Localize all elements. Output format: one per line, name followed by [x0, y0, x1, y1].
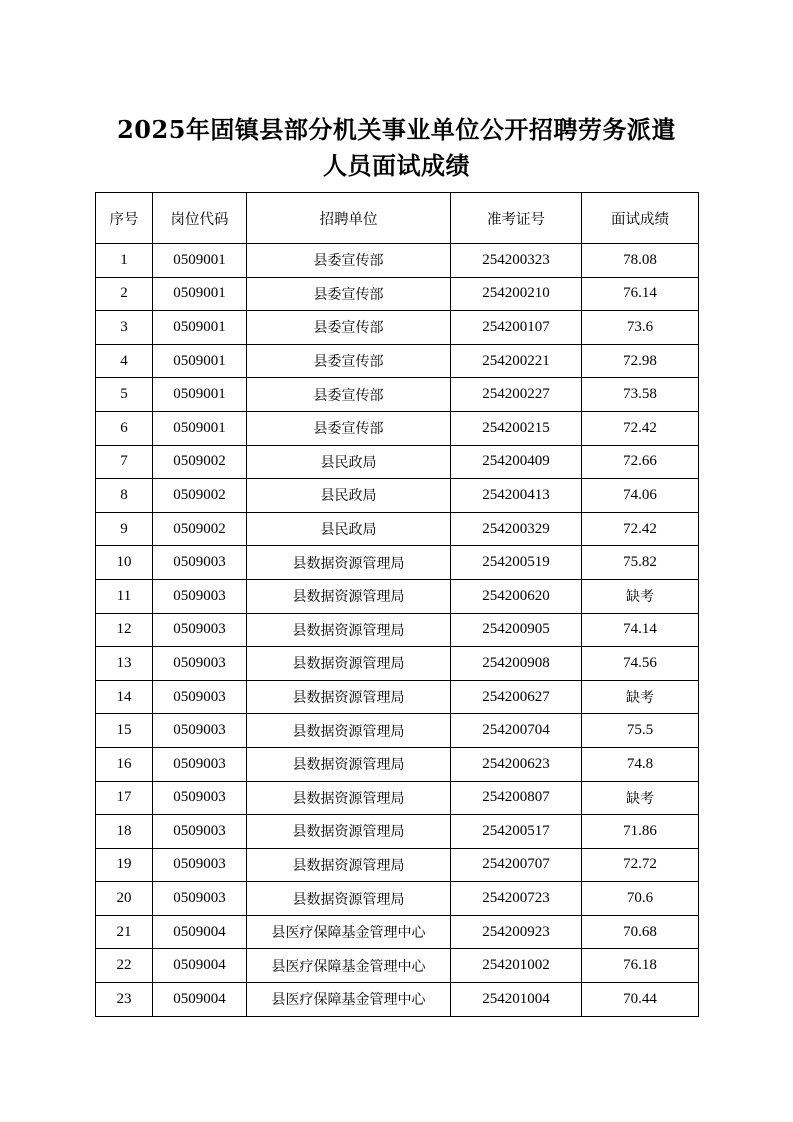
cell-interview-score: 72.72: [582, 848, 699, 882]
cell-admission-ticket: 254200620: [451, 579, 582, 613]
cell-recruiting-unit: 县民政局: [247, 479, 451, 513]
cell-admission-ticket: 254200807: [451, 781, 582, 815]
cell-recruiting-unit: 县数据资源管理局: [247, 546, 451, 580]
cell-serial-number: 6: [96, 411, 153, 445]
cell-admission-ticket: 254200923: [451, 915, 582, 949]
cell-position-code: 0509003: [153, 714, 247, 748]
cell-position-code: 0509003: [153, 815, 247, 849]
cell-position-code: 0509003: [153, 747, 247, 781]
cell-position-code: 0509002: [153, 445, 247, 479]
table-row: [96, 714, 699, 748]
cell-serial-number: 7: [96, 445, 153, 479]
cell-position-code: 0509001: [153, 277, 247, 311]
cell-serial-number: 9: [96, 512, 153, 546]
table-row: [96, 815, 699, 849]
cell-position-code: 0509004: [153, 949, 247, 983]
cell-recruiting-unit: 县民政局: [247, 512, 451, 546]
table-row: [96, 311, 699, 345]
table-row: [96, 915, 699, 949]
cell-admission-ticket: 254200221: [451, 344, 582, 378]
cell-position-code: 0509002: [153, 512, 247, 546]
table-row: [96, 680, 699, 714]
cell-recruiting-unit: 县委宣传部: [247, 277, 451, 311]
cell-serial-number: 11: [96, 579, 153, 613]
cell-position-code: 0509003: [153, 680, 247, 714]
cell-recruiting-unit: 县委宣传部: [247, 378, 451, 412]
cell-serial-number: 4: [96, 344, 153, 378]
document-title: [0, 112, 793, 184]
cell-interview-score: 75.5: [582, 714, 699, 748]
table-row: [96, 579, 699, 613]
table-row: [96, 983, 699, 1017]
cell-interview-score: 71.86: [582, 815, 699, 849]
cell-interview-score: 72.42: [582, 411, 699, 445]
table-row: [96, 781, 699, 815]
cell-admission-ticket: 254200707: [451, 848, 582, 882]
cell-interview-score: 74.06: [582, 479, 699, 513]
cell-interview-score: 72.98: [582, 344, 699, 378]
cell-interview-score: 74.56: [582, 647, 699, 681]
table-row: [96, 277, 699, 311]
cell-recruiting-unit: 县数据资源管理局: [247, 848, 451, 882]
cell-position-code: 0509003: [153, 848, 247, 882]
cell-recruiting-unit: 县委宣传部: [247, 244, 451, 278]
cell-serial-number: 20: [96, 882, 153, 916]
cell-serial-number: 10: [96, 546, 153, 580]
cell-interview-score: 76.18: [582, 949, 699, 983]
header-recruiting-unit: 招聘单位: [247, 193, 451, 244]
table-row: [96, 949, 699, 983]
table-row: [96, 479, 699, 513]
cell-recruiting-unit: 县数据资源管理局: [247, 579, 451, 613]
cell-interview-score: 78.08: [582, 244, 699, 278]
cell-serial-number: 2: [96, 277, 153, 311]
cell-serial-number: 8: [96, 479, 153, 513]
cell-admission-ticket: 254200227: [451, 378, 582, 412]
cell-serial-number: 15: [96, 714, 153, 748]
cell-recruiting-unit: 县委宣传部: [247, 411, 451, 445]
cell-recruiting-unit: 县医疗保障基金管理中心: [247, 949, 451, 983]
cell-serial-number: 5: [96, 378, 153, 412]
cell-admission-ticket: 254201004: [451, 983, 582, 1017]
cell-interview-score: 74.14: [582, 613, 699, 647]
cell-position-code: 0509004: [153, 983, 247, 1017]
cell-admission-ticket: 254200519: [451, 546, 582, 580]
cell-recruiting-unit: 县数据资源管理局: [247, 882, 451, 916]
cell-position-code: 0509003: [153, 882, 247, 916]
cell-interview-score: 缺考: [582, 781, 699, 815]
cell-interview-score: 70.44: [582, 983, 699, 1017]
cell-recruiting-unit: 县数据资源管理局: [247, 815, 451, 849]
table-row: [96, 411, 699, 445]
cell-position-code: 0509003: [153, 579, 247, 613]
cell-recruiting-unit: 县数据资源管理局: [247, 680, 451, 714]
cell-admission-ticket: 254200623: [451, 747, 582, 781]
cell-position-code: 0509001: [153, 378, 247, 412]
header-interview-score: 面试成绩: [582, 193, 699, 244]
cell-interview-score: 70.68: [582, 915, 699, 949]
title-line-1: 2025年固镇县部分机关事业单位公开招聘劳务派遣: [117, 115, 676, 144]
table-row: [96, 378, 699, 412]
cell-admission-ticket: 254200210: [451, 277, 582, 311]
cell-admission-ticket: 254200413: [451, 479, 582, 513]
interview-score-table: [95, 192, 699, 1017]
table-row: [96, 882, 699, 916]
cell-interview-score: 73.6: [582, 311, 699, 345]
cell-interview-score: 72.66: [582, 445, 699, 479]
cell-recruiting-unit: 县民政局: [247, 445, 451, 479]
cell-interview-score: 72.42: [582, 512, 699, 546]
cell-recruiting-unit: 县医疗保障基金管理中心: [247, 983, 451, 1017]
cell-recruiting-unit: 县数据资源管理局: [247, 613, 451, 647]
cell-recruiting-unit: 县数据资源管理局: [247, 747, 451, 781]
table-row: [96, 512, 699, 546]
cell-serial-number: 17: [96, 781, 153, 815]
cell-serial-number: 13: [96, 647, 153, 681]
table-row: [96, 848, 699, 882]
cell-recruiting-unit: 县数据资源管理局: [247, 781, 451, 815]
cell-position-code: 0509003: [153, 613, 247, 647]
cell-position-code: 0509001: [153, 311, 247, 345]
cell-position-code: 0509003: [153, 546, 247, 580]
cell-serial-number: 3: [96, 311, 153, 345]
cell-admission-ticket: 254200723: [451, 882, 582, 916]
cell-position-code: 0509001: [153, 411, 247, 445]
cell-recruiting-unit: 县委宣传部: [247, 311, 451, 345]
table-row: [96, 344, 699, 378]
cell-admission-ticket: 254200704: [451, 714, 582, 748]
cell-interview-score: 73.58: [582, 378, 699, 412]
cell-serial-number: 1: [96, 244, 153, 278]
cell-interview-score: 76.14: [582, 277, 699, 311]
table-row: [96, 244, 699, 278]
table-body: [96, 244, 699, 1017]
cell-admission-ticket: 254200517: [451, 815, 582, 849]
cell-serial-number: 19: [96, 848, 153, 882]
cell-admission-ticket: 254200627: [451, 680, 582, 714]
cell-serial-number: 16: [96, 747, 153, 781]
cell-interview-score: 缺考: [582, 579, 699, 613]
cell-position-code: 0509003: [153, 647, 247, 681]
cell-serial-number: 18: [96, 815, 153, 849]
cell-recruiting-unit: 县医疗保障基金管理中心: [247, 915, 451, 949]
cell-position-code: 0509001: [153, 244, 247, 278]
cell-serial-number: 21: [96, 915, 153, 949]
header-admission-ticket: 准考证号: [451, 193, 582, 244]
cell-position-code: 0509003: [153, 781, 247, 815]
cell-admission-ticket: 254200409: [451, 445, 582, 479]
cell-admission-ticket: 254200905: [451, 613, 582, 647]
cell-serial-number: 23: [96, 983, 153, 1017]
cell-admission-ticket: 254200329: [451, 512, 582, 546]
cell-recruiting-unit: 县数据资源管理局: [247, 714, 451, 748]
title-line-2: 人员面试成绩: [323, 151, 470, 180]
cell-admission-ticket: 254200107: [451, 311, 582, 345]
cell-admission-ticket: 254201002: [451, 949, 582, 983]
cell-interview-score: 70.6: [582, 882, 699, 916]
cell-interview-score: 74.8: [582, 747, 699, 781]
cell-serial-number: 14: [96, 680, 153, 714]
table-row: [96, 546, 699, 580]
table-row: [96, 613, 699, 647]
cell-position-code: 0509002: [153, 479, 247, 513]
header-position-code: 岗位代码: [153, 193, 247, 244]
cell-serial-number: 22: [96, 949, 153, 983]
table-row: [96, 445, 699, 479]
cell-admission-ticket: 254200215: [451, 411, 582, 445]
cell-serial-number: 12: [96, 613, 153, 647]
cell-admission-ticket: 254200908: [451, 647, 582, 681]
cell-position-code: 0509001: [153, 344, 247, 378]
table-header-row: [96, 193, 699, 244]
table-row: [96, 647, 699, 681]
table-row: [96, 747, 699, 781]
cell-recruiting-unit: 县委宣传部: [247, 344, 451, 378]
cell-interview-score: 缺考: [582, 680, 699, 714]
cell-interview-score: 75.82: [582, 546, 699, 580]
header-serial-number: 序号: [96, 193, 153, 244]
cell-admission-ticket: 254200323: [451, 244, 582, 278]
cell-position-code: 0509004: [153, 915, 247, 949]
cell-recruiting-unit: 县数据资源管理局: [247, 647, 451, 681]
